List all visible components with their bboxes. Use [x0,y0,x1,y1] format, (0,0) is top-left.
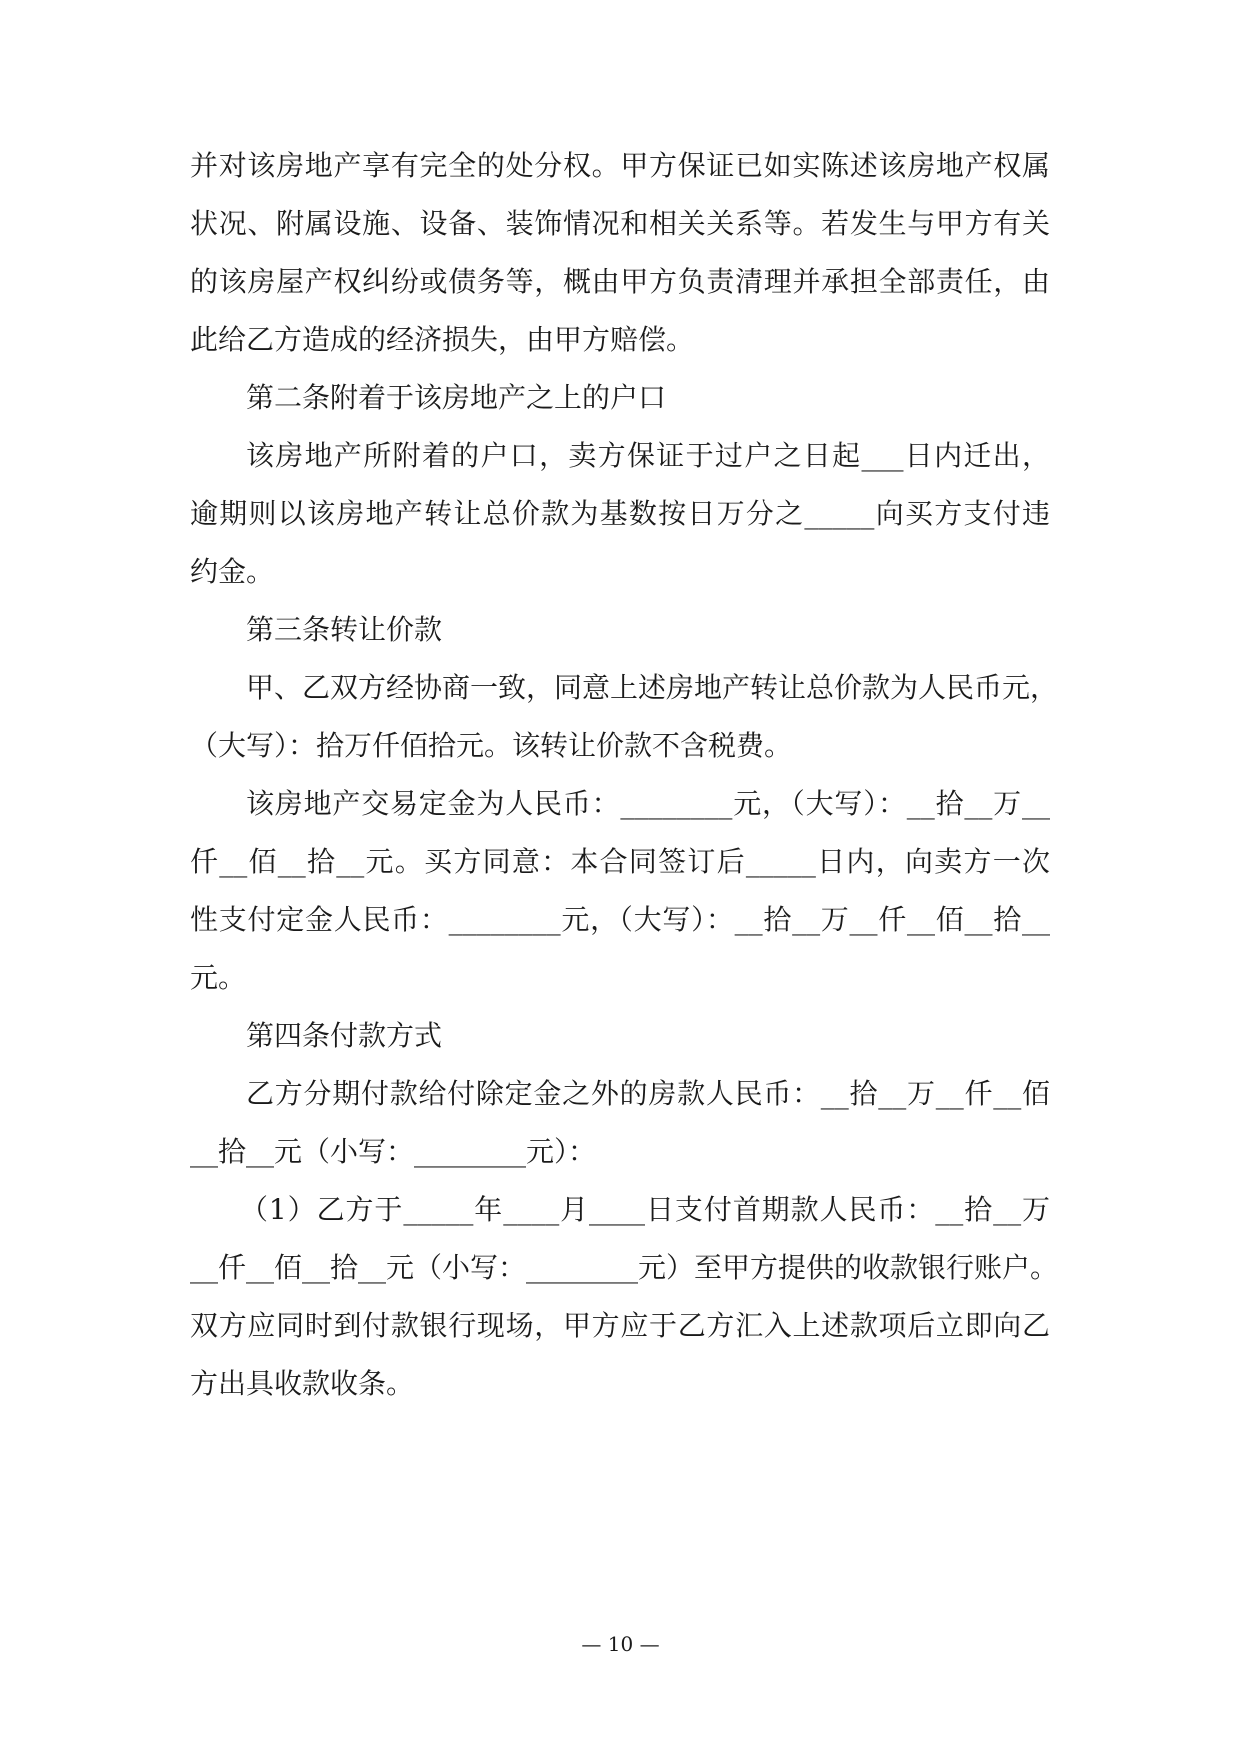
section-heading: 第二条附着于该房地产之上的户口 [246,381,667,414]
paragraph-line: 双方应同时到付款银行现场，甲方应于乙方汇入上述款项后立即向乙 [190,1309,1050,1342]
paragraph-line: 乙方分期付款给付除定金之外的房款人民币：__拾__万__仟__佰 [246,1077,1050,1110]
paragraph-line: 性支付定金人民币：________元，（大写）：__拾__万__仟__佰__拾__ [190,903,1050,936]
paragraph-line: 的该房屋产权纠纷或债务等，概由甲方负责清理并承担全部责任，由 [190,265,1050,298]
paragraph-line: __仟__佰__拾__元（小写：________元）至甲方提供的收款银行账户。 [190,1251,1059,1284]
paragraph-line: 方出具收款收条。 [190,1367,415,1400]
paragraph-line: __拾__元（小写：________元）： [190,1135,597,1168]
section-heading: 第三条转让价款 [246,613,443,646]
paragraph-line: 逾期则以该房地产转让总价款为基数按日万分之_____向买方支付违 [190,497,1050,530]
paragraph-line: 此给乙方造成的经济损失，由甲方赔偿。 [190,323,695,356]
paragraph-line: 元。 [190,961,247,994]
paragraph-line: 仟__佰__拾__元。买方同意：本合同签订后_____日内，向卖方一次 [190,845,1050,878]
paragraph-line: 甲、乙双方经协商一致，同意上述房地产转让总价款为人民币元， [246,671,1059,704]
section-heading: 第四条付款方式 [246,1019,443,1052]
paragraph-line: 该房地产所附着的户口，卖方保证于过户之日起___日内迁出， [246,439,1050,472]
paragraph-line: 约金。 [190,555,275,588]
paragraph-line: （1）乙方于_____年____月____日支付首期款人民币：__拾__万 [240,1193,1050,1226]
paragraph-line: 该房地产交易定金为人民币：________元，（大写）：__拾__万__ [246,787,1050,820]
paragraph-line: 并对该房地产享有完全的处分权。甲方保证已如实陈述该房地产权属 [190,149,1050,182]
page-number: — 10 — [581,1632,660,1656]
paragraph-line: （大写）：拾万仟佰拾元。该转让价款不含税费。 [190,729,793,762]
paragraph-line: 状况、附属设施、设备、装饰情况和相关关系等。若发生与甲方有关 [190,207,1050,240]
